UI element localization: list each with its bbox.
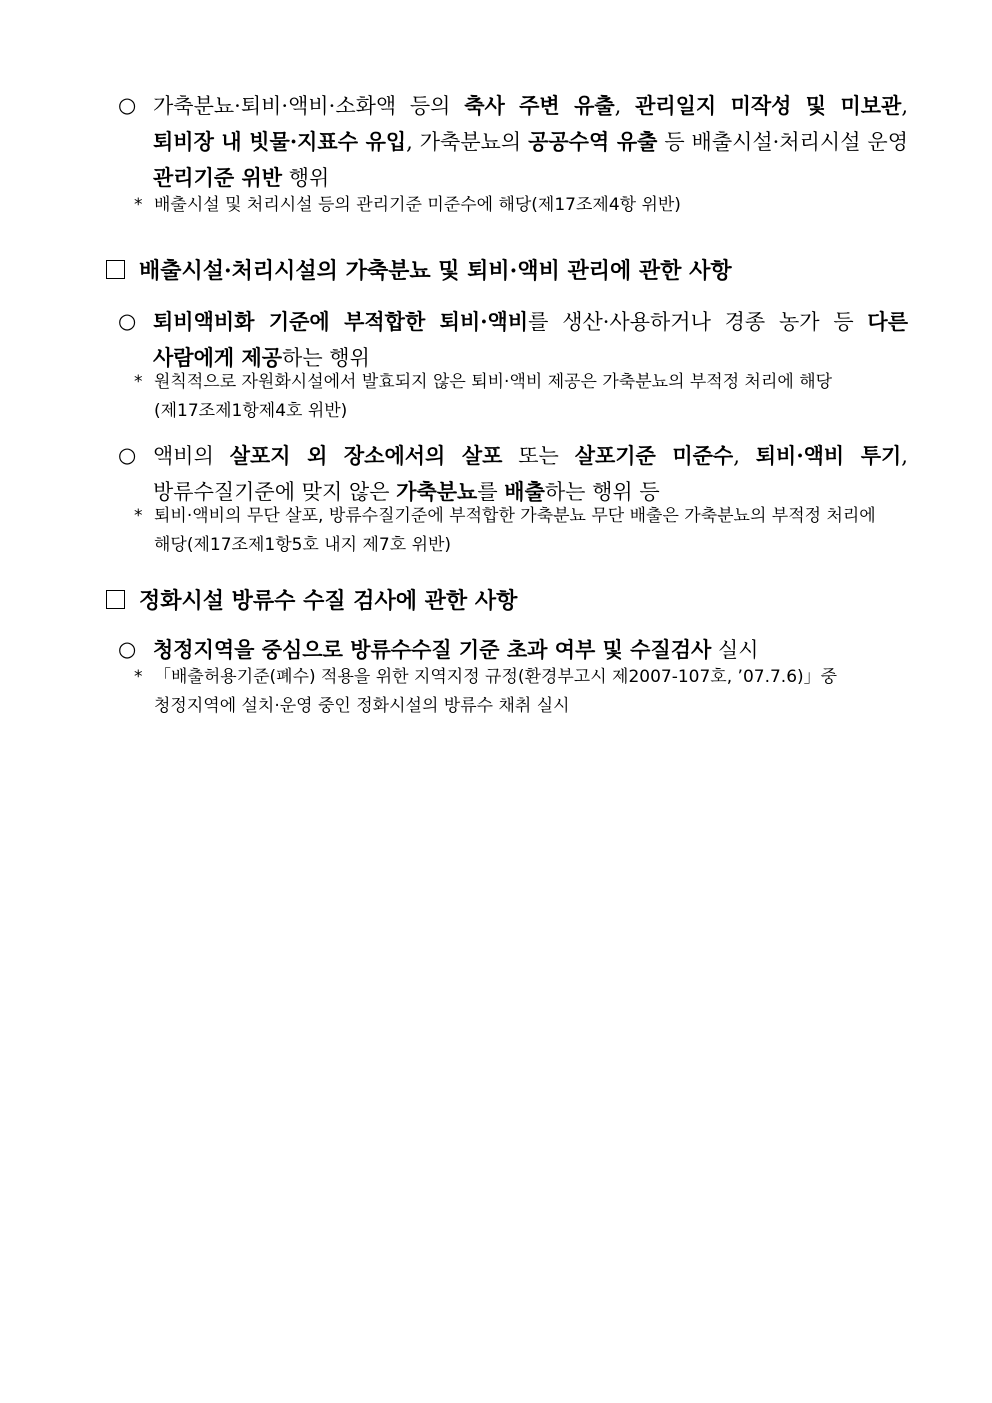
checkbox-square-icon bbox=[106, 260, 125, 279]
bullet-text: 가축분뇨·퇴비·액비·소화액 등의 축사 주변 유출, 관리일지 미작성 및 미보관, 퇴비장 내 빗물·지표수 유입, 가축분뇨의 공공수역 유출 등 배출시설·처리시설 운영 관리기준 위반 행위 bbox=[153, 93, 908, 190]
bullet-item-management-violation bbox=[118, 88, 908, 196]
footnote-improper-treatment-5-7: * 퇴비·액비의 무단 살포, 방류수질기준에 부적합한 가축분뇨 무단 배출은 가축분뇨의 부적정 처리에 해당(제17조제1항5호 내지 제7호 위반) bbox=[134, 502, 908, 560]
checkbox-square-icon bbox=[106, 590, 125, 609]
asterisk-marker: * bbox=[134, 667, 143, 687]
bullet-item-illegal-spraying bbox=[118, 438, 908, 510]
bullet-text: 액비의 살포지 외 장소에서의 살포 또는 살포기준 미준수, 퇴비·액비 투기, 방류수질기준에 맞지 않은 가축분뇨를 배출하는 행위 등 bbox=[153, 443, 908, 504]
circle-marker: ○ bbox=[118, 309, 137, 333]
asterisk-marker: * bbox=[134, 195, 143, 215]
asterisk-marker: * bbox=[134, 372, 143, 392]
circle-marker: ○ bbox=[118, 93, 137, 117]
asterisk-marker: * bbox=[134, 506, 143, 526]
bullet-text: 청정지역을 중심으로 방류수수질 기준 초과 여부 및 수질검사 실시 bbox=[153, 637, 759, 662]
section-heading-compost-liquid-management: 배출시설·처리시설의 가축분뇨 및 퇴비·액비 관리에 관한 사항 bbox=[106, 254, 896, 288]
bullet-item-unsuitable-compost bbox=[118, 304, 908, 376]
bullet-text: 퇴비액비화 기준에 부적합한 퇴비·액비를 생산·사용하거나 경종 농가 등 다른 사람에게 제공하는 행위 bbox=[153, 309, 908, 370]
circle-marker: ○ bbox=[118, 637, 137, 661]
footnote-improper-treatment-4: * 원칙적으로 자원화시설에서 발효되지 않은 퇴비·액비 제공은 가축분뇨의 부적정 처리에 해당(제17조제1항제4호 위반) bbox=[134, 368, 908, 426]
footnote-management-standard: * 배출시설 및 처리시설 등의 관리기준 미준수에 해당(제17조제4항 위반) bbox=[134, 191, 908, 220]
circle-marker: ○ bbox=[118, 443, 137, 467]
section-heading-effluent-quality-inspection: 정화시설 방류수 수질 검사에 관한 사항 bbox=[106, 584, 896, 618]
footnote-clean-area-sampling: * 「배출허용기준(폐수) 적용을 위한 지역지정 규정(환경부고시 제2007-107호, ’07.7.6)」중 청정지역에 설치·운영 중인 정화시설의 방류수 채취 실시 bbox=[134, 663, 908, 721]
